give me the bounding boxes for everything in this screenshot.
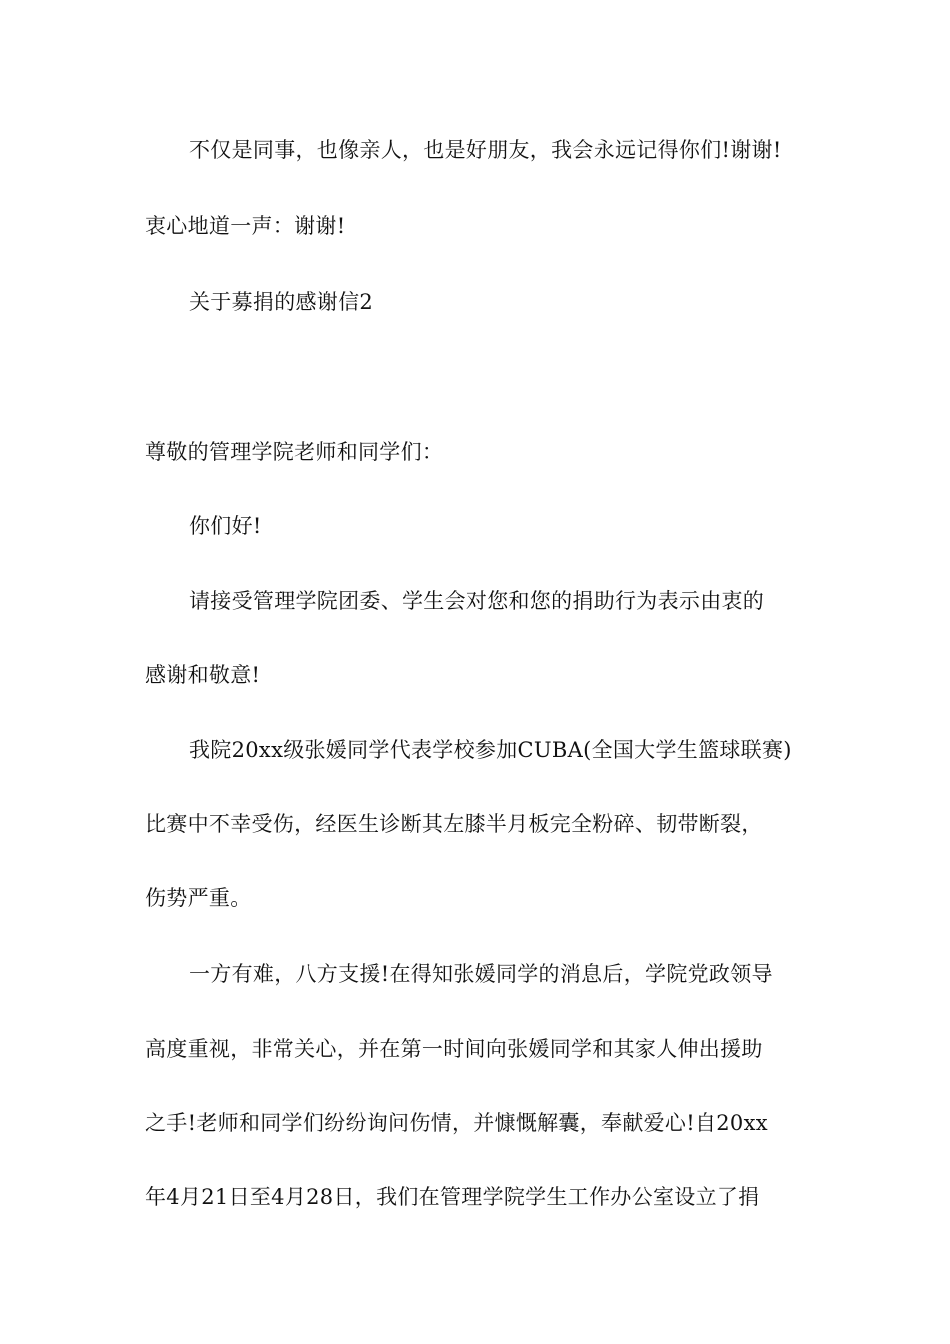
- text-line-1: 不仅是同事，也像亲人，也是好朋友，我会永远记得你们!谢谢!: [189, 138, 782, 162]
- text-line-6: 请接受管理学院团委、学生会对您和您的捐助行为表示由衷的: [189, 589, 765, 613]
- salutation: 尊敬的管理学院老师和同学们：: [145, 440, 444, 464]
- text-line-11: 一方有难，八方支援!在得知张媛同学的消息后，学院党政领导: [189, 962, 773, 986]
- text-line-12: 高度重视，非常关心，并在第一时间向张媛同学和其家人伸出援助: [145, 1037, 763, 1061]
- text-line-10: 伤势严重。: [145, 886, 252, 910]
- text-line-8: 我院20xx级张媛同学代表学校参加CUBA(全国大学生篮球联赛): [189, 738, 792, 762]
- text-line-9: 比赛中不幸受伤，经医生诊断其左膝半月板完全粉碎、韧带断裂，: [145, 812, 763, 836]
- letter-title: 关于募捐的感谢信2: [189, 290, 374, 314]
- text-line-14: 年4月21日至4月28日，我们在管理学院学生工作办公室设立了捐: [145, 1185, 760, 1209]
- text-line-2: 衷心地道一声：谢谢!: [145, 214, 346, 238]
- greeting: 你们好!: [189, 514, 262, 538]
- text-line-13: 之手!老师和同学们纷纷询问伤情，并慷慨解囊，奉献爱心!自20xx: [145, 1111, 768, 1135]
- text-line-7: 感谢和敬意!: [145, 663, 261, 687]
